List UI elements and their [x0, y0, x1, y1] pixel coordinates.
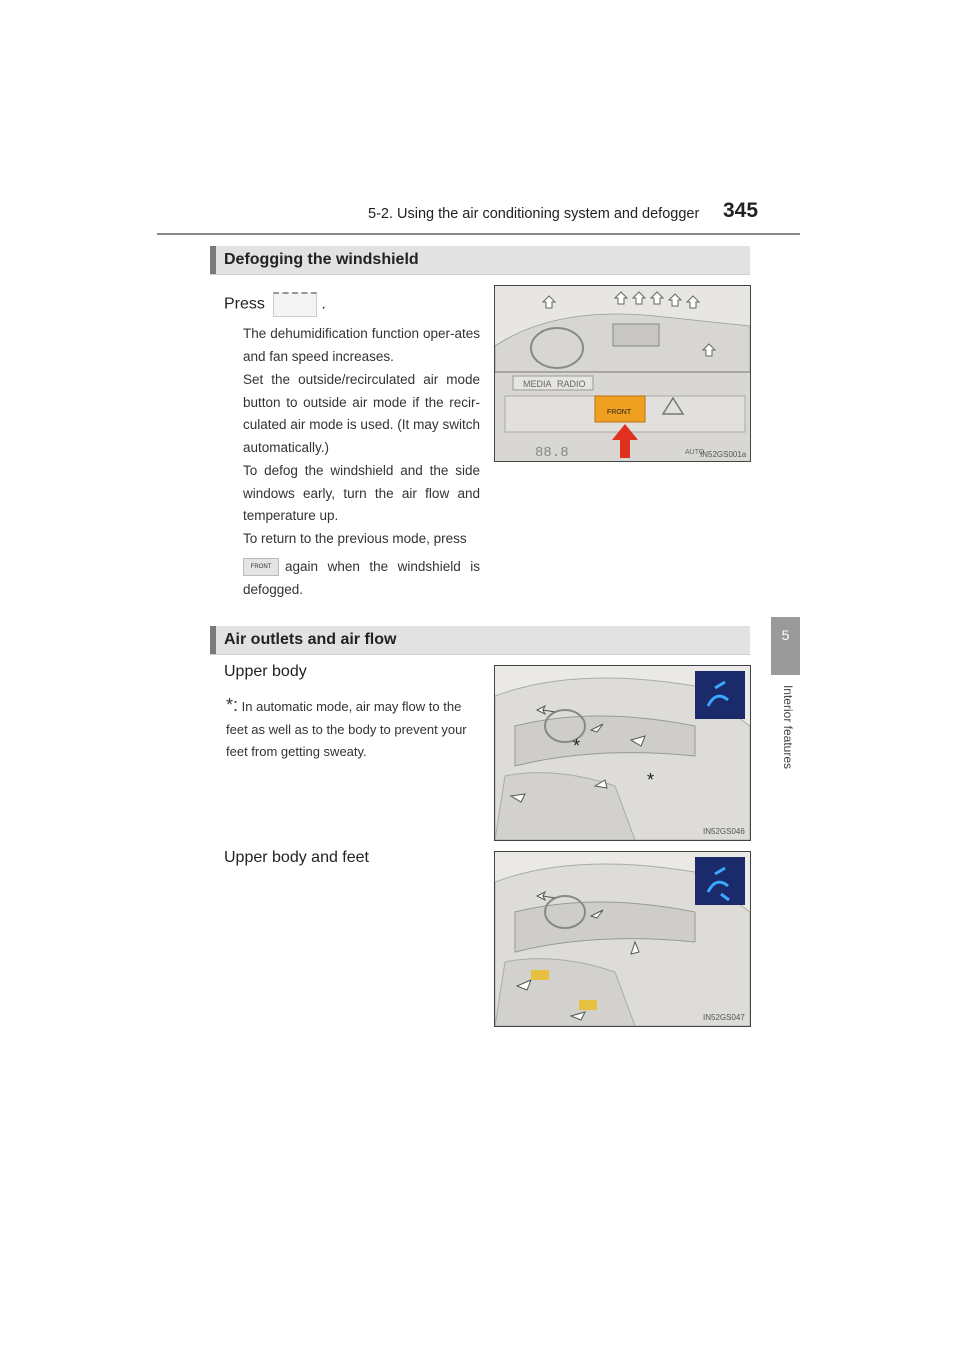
dashboard-illustration: [495, 286, 750, 461]
section-title: Defogging the windshield: [224, 251, 419, 268]
figure-code: IN52GS047: [703, 1013, 745, 1022]
asterisk-marker: *: [573, 736, 581, 756]
running-header-title: 5-2. Using the air conditioning system and defogger: [368, 206, 700, 222]
figure-code: IN52GS046: [703, 827, 745, 836]
mode-label-upper-body-feet: Upper body and feet: [224, 849, 369, 866]
auto-label: AUTO: [685, 449, 705, 456]
defog-figure: [494, 285, 751, 462]
section-title: Air outlets and air flow: [224, 631, 397, 648]
defog-paragraph-4: To return to the previous mode, press: [243, 531, 467, 546]
chapter-tab: [771, 617, 800, 675]
media-label: MEDIA: [523, 379, 552, 389]
upper-body-feet-airflow-illustration: [495, 852, 750, 1026]
temp-display: 88.8: [535, 445, 569, 461]
front-defog-button-icon: [273, 292, 317, 317]
press-instruction: [224, 292, 326, 317]
defog-paragraph-1: The dehumidification function oper-ates and fan speed increases.: [243, 326, 480, 364]
section-stripe: [210, 626, 216, 654]
press-suffix: .: [321, 295, 326, 313]
return-suffix: again when the windshield is defogged.: [243, 559, 480, 597]
note-text: In automatic mode, air may flow to the feet as well as to the body to prevent your feet from getting sweaty.: [226, 699, 467, 759]
defog-paragraph-2: Set the outside/recirculated air mode button to outside air mode if the recir-culated air mode is used. (It may switch automatically.): [243, 372, 480, 456]
note-marker: *:: [226, 695, 239, 715]
upper-body-figure: [494, 665, 751, 841]
front-defog-inline-icon: FRONT: [243, 558, 279, 576]
press-label: Press: [224, 295, 265, 313]
radio-label: RADIO: [557, 379, 586, 389]
chapter-label-container: [778, 680, 795, 780]
figure-code: IN52GS001a: [700, 450, 747, 459]
upper-body-feet-figure: [494, 851, 751, 1027]
auto-mode-note: [226, 694, 480, 764]
asterisk-marker: *: [647, 770, 655, 790]
defog-return-line: [243, 556, 480, 601]
upper-body-airflow-illustration: [495, 666, 750, 840]
front-label: FRONT: [607, 409, 632, 416]
section-heading-airflow: [210, 626, 750, 655]
header-rule: [157, 233, 800, 235]
section-heading-defog: [210, 246, 750, 275]
chapter-label: Interior features: [781, 684, 795, 770]
page-number: 345: [723, 199, 759, 222]
defog-paragraph-3: To defog the windshield and the side windows early, turn the air flow and temperature up.: [243, 463, 480, 524]
mode-label-upper-body: Upper body: [224, 663, 307, 680]
chapter-number: 5: [781, 627, 790, 643]
section-stripe: [210, 246, 216, 274]
